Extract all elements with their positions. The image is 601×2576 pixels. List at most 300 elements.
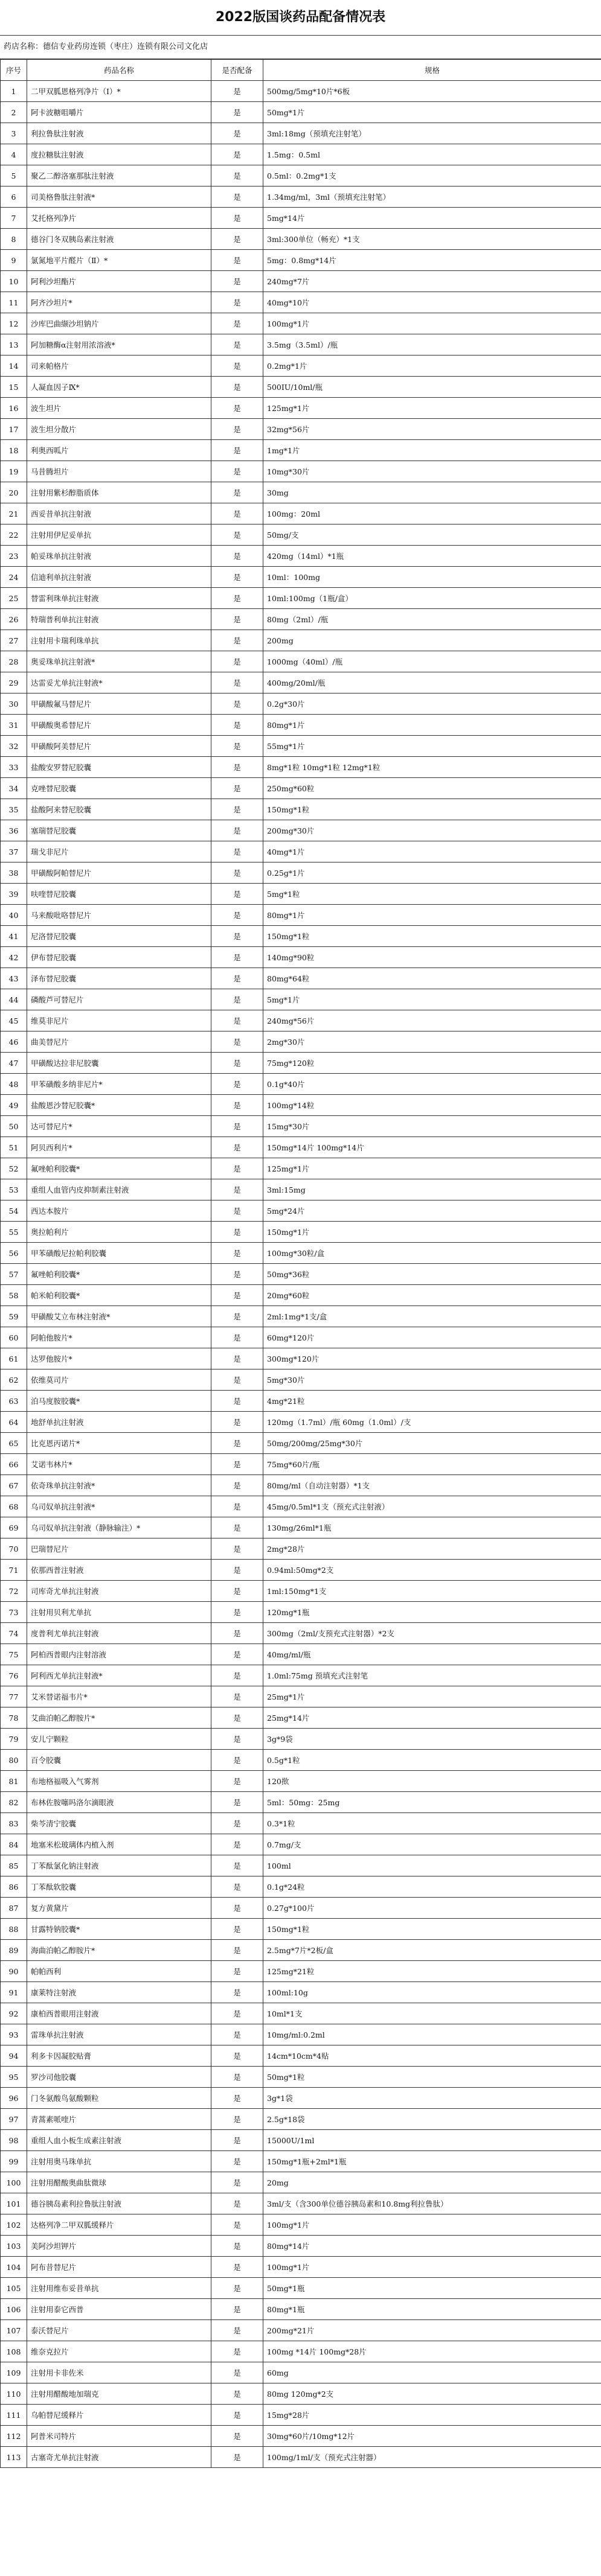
equipped-status: 是 xyxy=(211,1834,263,1855)
table-row xyxy=(1,144,601,165)
equipped-status: 是 xyxy=(211,947,263,968)
drug-spec: 8mg*1粒 10mg*1粒 12mg*1粒 xyxy=(263,757,601,778)
table-row xyxy=(1,1348,601,1369)
equipped-status: 是 xyxy=(211,1391,263,1412)
drug-spec: 30mg xyxy=(263,482,601,503)
table-row xyxy=(1,1686,601,1707)
drug-name: 柴芩清宁胶囊 xyxy=(27,1813,211,1834)
equipped-status: 是 xyxy=(211,905,263,926)
row-number: 4 xyxy=(1,144,27,165)
drug-name: 马来酸吡咯替尼片 xyxy=(27,905,211,926)
drug-name: 氟唑帕利胶囊* xyxy=(27,1158,211,1179)
drug-spec: 100mg*1片 xyxy=(263,313,601,334)
table-row xyxy=(1,1602,601,1623)
equipped-status: 是 xyxy=(211,229,263,250)
table-header-row xyxy=(1,60,601,81)
drug-spec: 5ml：50mg：25mg xyxy=(263,1792,601,1813)
drug-spec: 20mg xyxy=(263,2172,601,2193)
drug-name: 瑞戈非尼片 xyxy=(27,841,211,862)
equipped-status: 是 xyxy=(211,398,263,419)
drug-name: 甲苯磺酸多纳非尼片* xyxy=(27,1074,211,1095)
row-number: 56 xyxy=(1,1243,27,1264)
equipped-status: 是 xyxy=(211,2320,263,2341)
drug-name: 阿布昔替尼片 xyxy=(27,2257,211,2278)
table-row xyxy=(1,482,601,503)
drug-name: 甲磺酸氟马替尼片 xyxy=(27,693,211,715)
drug-spec: 50mg*1瓶 xyxy=(263,2278,601,2299)
row-number: 22 xyxy=(1,524,27,546)
table-row xyxy=(1,651,601,672)
drug-spec: 25mg*1片 xyxy=(263,1686,601,1707)
drug-spec: 200mg xyxy=(263,630,601,651)
equipped-status: 是 xyxy=(211,2405,263,2426)
drug-name: 地舒单抗注射液 xyxy=(27,1412,211,1433)
drug-spec: 1.34mg/ml，3ml（预填充注射笔） xyxy=(263,187,601,208)
equipped-status: 是 xyxy=(211,292,263,313)
equipped-status: 是 xyxy=(211,1686,263,1707)
table-row xyxy=(1,2426,601,2447)
drug-spec: 0.94ml:50mg*2支 xyxy=(263,1560,601,1581)
drug-spec: 0.7mg/支 xyxy=(263,1834,601,1855)
table-row xyxy=(1,1792,601,1813)
drug-name: 沙库巴曲缬沙坦钠片 xyxy=(27,313,211,334)
drug-name: 注射用卡瑞利珠单抗 xyxy=(27,630,211,651)
drug-spec: 15000U/1ml xyxy=(263,2130,601,2151)
equipped-status: 是 xyxy=(211,736,263,757)
drug-name: 曲美替尼片 xyxy=(27,1031,211,1053)
drug-spec: 80mg/ml（自动注射器）*1支 xyxy=(263,1475,601,1496)
drug-spec: 5mg*1片 xyxy=(263,989,601,1010)
equipped-status: 是 xyxy=(211,672,263,693)
drug-name: 丁苯酞软胶囊 xyxy=(27,1876,211,1898)
equipped-status: 是 xyxy=(211,2003,263,2024)
row-number: 97 xyxy=(1,2109,27,2130)
table-row xyxy=(1,820,601,841)
table-row xyxy=(1,1433,601,1454)
drug-name: 德谷门冬双胰岛素注射液 xyxy=(27,229,211,250)
drug-name: 度普利尤单抗注射液 xyxy=(27,1623,211,1644)
drug-name: 达可替尼片* xyxy=(27,1116,211,1137)
table-row xyxy=(1,2362,601,2383)
equipped-status: 是 xyxy=(211,1116,263,1137)
equipped-status: 是 xyxy=(211,1137,263,1158)
row-number: 53 xyxy=(1,1179,27,1200)
row-number: 9 xyxy=(1,250,27,271)
drug-name: 尼洛替尼胶囊 xyxy=(27,926,211,947)
row-number: 35 xyxy=(1,799,27,820)
drug-spec: 3ml:15mg xyxy=(263,1179,601,1200)
table-row xyxy=(1,2130,601,2151)
drug-spec: 14cm*10cm*4贴 xyxy=(263,2045,601,2067)
row-number: 27 xyxy=(1,630,27,651)
drug-spec: 50mg*36粒 xyxy=(263,1264,601,1285)
equipped-status: 是 xyxy=(211,2109,263,2130)
equipped-status: 是 xyxy=(211,1940,263,1961)
drug-name: 人凝血因子Ⅸ* xyxy=(27,377,211,398)
table-row xyxy=(1,271,601,292)
table-row xyxy=(1,2214,601,2236)
table-row xyxy=(1,1031,601,1053)
equipped-status: 是 xyxy=(211,1813,263,1834)
drug-spec: 40mg/ml/瓶 xyxy=(263,1644,601,1665)
equipped-status: 是 xyxy=(211,355,263,377)
row-number: 21 xyxy=(1,503,27,524)
row-number: 77 xyxy=(1,1686,27,1707)
drug-spec: 50mg/支 xyxy=(263,524,601,546)
equipped-status: 是 xyxy=(211,187,263,208)
table-row xyxy=(1,567,601,588)
equipped-status: 是 xyxy=(211,1919,263,1940)
table-row xyxy=(1,250,601,271)
row-number: 79 xyxy=(1,1729,27,1750)
drug-spec: 150mg*14片 100mg*14片 xyxy=(263,1137,601,1158)
row-number: 93 xyxy=(1,2024,27,2045)
drug-name: 泊马度胺胶囊* xyxy=(27,1391,211,1412)
drug-spec: 120揿 xyxy=(263,1771,601,1792)
drug-spec: 3.5mg（3.5ml）/瓶 xyxy=(263,334,601,355)
row-number: 81 xyxy=(1,1771,27,1792)
drug-name: 盐酸阿来替尼胶囊 xyxy=(27,799,211,820)
drug-spec: 120mg*1瓶 xyxy=(263,1602,601,1623)
drug-spec: 10mg/ml:0.2ml xyxy=(263,2024,601,2045)
drug-spec: 3g*9袋 xyxy=(263,1729,601,1750)
drug-spec: 100mg*1片 xyxy=(263,2214,601,2236)
row-number: 84 xyxy=(1,1834,27,1855)
table-row xyxy=(1,2151,601,2172)
equipped-status: 是 xyxy=(211,757,263,778)
row-number: 30 xyxy=(1,693,27,715)
drug-name: 注射用醋酸地加瑞克 xyxy=(27,2383,211,2405)
drug-name: 乌帕替尼缓释片 xyxy=(27,2405,211,2426)
drug-name: 安儿宁颗粒 xyxy=(27,1729,211,1750)
table-row xyxy=(1,1644,601,1665)
drug-name: 奥妥珠单抗注射液* xyxy=(27,651,211,672)
drug-name: 阿贝西利片* xyxy=(27,1137,211,1158)
equipped-status: 是 xyxy=(211,588,263,609)
row-number: 113 xyxy=(1,2447,27,2468)
equipped-status: 是 xyxy=(211,1433,263,1454)
drug-name: 盐酸安罗替尼胶囊 xyxy=(27,757,211,778)
equipped-status: 是 xyxy=(211,693,263,715)
row-number: 109 xyxy=(1,2362,27,2383)
equipped-status: 是 xyxy=(211,1876,263,1898)
table-row xyxy=(1,1813,601,1834)
drug-spec: 10ml*1支 xyxy=(263,2003,601,2024)
row-number: 15 xyxy=(1,377,27,398)
table-row xyxy=(1,81,601,102)
equipped-status: 是 xyxy=(211,1222,263,1243)
equipped-status: 是 xyxy=(211,1623,263,1644)
row-number: 7 xyxy=(1,208,27,229)
table-row xyxy=(1,165,601,187)
drug-name: 特瑞普利单抗注射液 xyxy=(27,609,211,630)
table-row xyxy=(1,2257,601,2278)
row-number: 48 xyxy=(1,1074,27,1095)
drug-name: 帕妥珠单抗注射液 xyxy=(27,546,211,567)
table-row xyxy=(1,736,601,757)
table-row xyxy=(1,2299,601,2320)
row-number: 24 xyxy=(1,567,27,588)
drug-spec: 0.27g*100片 xyxy=(263,1898,601,1919)
drug-name: 司来帕格片 xyxy=(27,355,211,377)
table-row xyxy=(1,1834,601,1855)
drug-spec: 0.2g*30片 xyxy=(263,693,601,715)
drug-name: 甲苯磺酸尼拉帕利胶囊 xyxy=(27,1243,211,1264)
drug-name: 罗沙司他胶囊 xyxy=(27,2067,211,2088)
drug-name: 二甲双胍恩格列净片（Ⅰ）* xyxy=(27,81,211,102)
row-number: 65 xyxy=(1,1433,27,1454)
equipped-status: 是 xyxy=(211,1517,263,1538)
table-row xyxy=(1,398,601,419)
row-number: 85 xyxy=(1,1855,27,1876)
drug-name: 青蒿素哌喹片 xyxy=(27,2109,211,2130)
equipped-status: 是 xyxy=(211,1412,263,1433)
row-number: 98 xyxy=(1,2130,27,2151)
drug-name: 注射用贝利尤单抗 xyxy=(27,1602,211,1623)
row-number: 69 xyxy=(1,1517,27,1538)
table-row xyxy=(1,1053,601,1074)
drug-name: 阿利西尤单抗注射液* xyxy=(27,1665,211,1686)
drug-name: 阿加糖酶α注射用浓溶液* xyxy=(27,334,211,355)
drug-spec: 0.3*1粒 xyxy=(263,1813,601,1834)
drug-name: 复方黄黛片 xyxy=(27,1898,211,1919)
table-row xyxy=(1,1200,601,1222)
equipped-status: 是 xyxy=(211,799,263,820)
equipped-status: 是 xyxy=(211,2278,263,2299)
drug-name: 康莱特注射液 xyxy=(27,1982,211,2003)
drug-spec: 5mg*1粒 xyxy=(263,884,601,905)
drug-spec: 50mg*1片 xyxy=(263,102,601,123)
drug-spec: 3ml:18mg（预填充注射笔） xyxy=(263,123,601,144)
equipped-status: 是 xyxy=(211,144,263,165)
row-number: 73 xyxy=(1,1602,27,1623)
drug-spec: 75mg*60片/瓶 xyxy=(263,1454,601,1475)
row-number: 11 xyxy=(1,292,27,313)
row-number: 34 xyxy=(1,778,27,799)
equipped-status: 是 xyxy=(211,1855,263,1876)
document-title: 2022版国谈药品配备情况表 xyxy=(0,0,601,36)
row-number: 2 xyxy=(1,102,27,123)
equipped-status: 是 xyxy=(211,1200,263,1222)
row-number: 50 xyxy=(1,1116,27,1137)
drug-spec: 3g*1袋 xyxy=(263,2088,601,2109)
table-row xyxy=(1,1179,601,1200)
equipped-status: 是 xyxy=(211,1264,263,1285)
row-number: 20 xyxy=(1,482,27,503)
drug-name: 司美格鲁肽注射液* xyxy=(27,187,211,208)
equipped-status: 是 xyxy=(211,1961,263,1982)
table-row xyxy=(1,799,601,820)
drug-name: 注射用奥马珠单抗 xyxy=(27,2151,211,2172)
equipped-status: 是 xyxy=(211,862,263,884)
row-number: 38 xyxy=(1,862,27,884)
table-row xyxy=(1,672,601,693)
drug-spec: 100mg*1片 xyxy=(263,2257,601,2278)
equipped-status: 是 xyxy=(211,1158,263,1179)
equipped-status: 是 xyxy=(211,1707,263,1729)
equipped-status: 是 xyxy=(211,2362,263,2383)
drug-name: 达格列净二甲双胍缓释片 xyxy=(27,2214,211,2236)
drug-spec: 0.1g*24粒 xyxy=(263,1876,601,1898)
equipped-status: 是 xyxy=(211,546,263,567)
drug-spec: 0.2mg*1片 xyxy=(263,355,601,377)
row-number: 96 xyxy=(1,2088,27,2109)
row-number: 25 xyxy=(1,588,27,609)
equipped-status: 是 xyxy=(211,1475,263,1496)
equipped-status: 是 xyxy=(211,968,263,989)
table-row xyxy=(1,1412,601,1433)
equipped-status: 是 xyxy=(211,2193,263,2214)
drug-spec: 150mg*1片 xyxy=(263,1222,601,1243)
drug-name: 海曲泊帕乙醇胺片* xyxy=(27,1940,211,1961)
drug-name: 阿普米司特片 xyxy=(27,2426,211,2447)
equipped-status: 是 xyxy=(211,461,263,482)
equipped-status: 是 xyxy=(211,2024,263,2045)
row-number: 58 xyxy=(1,1285,27,1306)
row-number: 110 xyxy=(1,2383,27,2405)
equipped-status: 是 xyxy=(211,820,263,841)
drug-spec: 80mg（2ml）/瓶 xyxy=(263,609,601,630)
drug-spec: 120mg（1.7ml）/瓶 60mg（1.0ml）/支 xyxy=(263,1412,601,1433)
row-number: 42 xyxy=(1,947,27,968)
row-number: 47 xyxy=(1,1053,27,1074)
drug-name: 艾托格列净片 xyxy=(27,208,211,229)
row-number: 17 xyxy=(1,419,27,440)
table-row xyxy=(1,862,601,884)
equipped-status: 是 xyxy=(211,1074,263,1095)
row-number: 89 xyxy=(1,1940,27,1961)
drug-name: 维奈克拉片 xyxy=(27,2341,211,2362)
equipped-status: 是 xyxy=(211,1348,263,1369)
equipped-status: 是 xyxy=(211,2214,263,2236)
table-row xyxy=(1,905,601,926)
drug-name: 雷珠单抗注射液 xyxy=(27,2024,211,2045)
table-row xyxy=(1,2193,601,2214)
store-name: 药店名称：德信专业药房连锁（枣庄）连锁有限公司文化店 xyxy=(0,36,601,59)
equipped-status: 是 xyxy=(211,1792,263,1813)
equipped-status: 是 xyxy=(211,208,263,229)
drug-spec: 45mg/0.5ml*1支（预充式注射液） xyxy=(263,1496,601,1517)
drug-name: 达雷妥尤单抗注射液* xyxy=(27,672,211,693)
drug-name: 马昔腾坦片 xyxy=(27,461,211,482)
drug-spec: 0.25g*1片 xyxy=(263,862,601,884)
row-number: 92 xyxy=(1,2003,27,2024)
row-number: 105 xyxy=(1,2278,27,2299)
row-number: 18 xyxy=(1,440,27,461)
table-row xyxy=(1,1306,601,1327)
table-row xyxy=(1,546,601,567)
table-row xyxy=(1,1475,601,1496)
row-number: 33 xyxy=(1,757,27,778)
drug-name: 甲磺酸奥希替尼片 xyxy=(27,715,211,736)
row-number: 59 xyxy=(1,1306,27,1327)
drug-name: 比克恩丙诺片* xyxy=(27,1433,211,1454)
row-number: 16 xyxy=(1,398,27,419)
drug-spec: 150mg*1粒 xyxy=(263,1919,601,1940)
equipped-status: 是 xyxy=(211,1010,263,1031)
table-row xyxy=(1,1961,601,1982)
equipped-status: 是 xyxy=(211,1898,263,1919)
drug-spec: 240mg*56片 xyxy=(263,1010,601,1031)
drug-name: 塞瑞替尼胶囊 xyxy=(27,820,211,841)
equipped-status: 是 xyxy=(211,884,263,905)
equipped-status: 是 xyxy=(211,271,263,292)
drug-spec: 2mg*28片 xyxy=(263,1538,601,1560)
table-row xyxy=(1,1496,601,1517)
drug-name: 泽布替尼胶囊 xyxy=(27,968,211,989)
header-spec: 规格 xyxy=(263,60,601,81)
table-row xyxy=(1,968,601,989)
drug-name: 帕米帕利胶囊* xyxy=(27,1285,211,1306)
row-number: 103 xyxy=(1,2236,27,2257)
table-row xyxy=(1,1369,601,1391)
drug-name: 呋喹替尼胶囊 xyxy=(27,884,211,905)
equipped-status: 是 xyxy=(211,841,263,862)
equipped-status: 是 xyxy=(211,419,263,440)
drug-spec: 50mg*1粒 xyxy=(263,2067,601,2088)
equipped-status: 是 xyxy=(211,482,263,503)
table-row xyxy=(1,1750,601,1771)
equipped-status: 是 xyxy=(211,503,263,524)
table-row xyxy=(1,2383,601,2405)
table-row xyxy=(1,313,601,334)
drug-spec: 80mg*1片 xyxy=(263,905,601,926)
row-number: 13 xyxy=(1,334,27,355)
drug-name: 甲磺酸达拉非尼胶囊 xyxy=(27,1053,211,1074)
table-row xyxy=(1,292,601,313)
drug-spec: 300mg（2ml/支预充式注射器）*2支 xyxy=(263,1623,601,1644)
table-row xyxy=(1,757,601,778)
drug-spec: 55mg*1片 xyxy=(263,736,601,757)
drug-spec: 200mg*30片 xyxy=(263,820,601,841)
drug-table xyxy=(0,59,601,2468)
drug-name: 注射用紫杉醇脂质体 xyxy=(27,482,211,503)
row-number: 12 xyxy=(1,313,27,334)
row-number: 63 xyxy=(1,1391,27,1412)
table-row xyxy=(1,1391,601,1412)
equipped-status: 是 xyxy=(211,524,263,546)
row-number: 37 xyxy=(1,841,27,862)
row-number: 78 xyxy=(1,1707,27,1729)
equipped-status: 是 xyxy=(211,609,263,630)
drug-spec: 32mg*56片 xyxy=(263,419,601,440)
drug-spec: 80mg*14片 xyxy=(263,2236,601,2257)
table-row xyxy=(1,1264,601,1285)
equipped-status: 是 xyxy=(211,1602,263,1623)
equipped-status: 是 xyxy=(211,926,263,947)
drug-spec: 10ml:100mg（1瓶/盒） xyxy=(263,588,601,609)
table-row xyxy=(1,1454,601,1475)
equipped-status: 是 xyxy=(211,1031,263,1053)
equipped-status: 是 xyxy=(211,1285,263,1306)
table-row xyxy=(1,1116,601,1137)
row-number: 45 xyxy=(1,1010,27,1031)
row-number: 3 xyxy=(1,123,27,144)
drug-name: 克唑替尼胶囊 xyxy=(27,778,211,799)
equipped-status: 是 xyxy=(211,778,263,799)
table-body xyxy=(1,81,601,2468)
drug-name: 伊布替尼胶囊 xyxy=(27,947,211,968)
drug-name: 泰沃替尼片 xyxy=(27,2320,211,2341)
row-number: 80 xyxy=(1,1750,27,1771)
table-row xyxy=(1,2320,601,2341)
table-row xyxy=(1,1517,601,1538)
table-row xyxy=(1,1898,601,1919)
drug-spec: 80mg 120mg*2支 xyxy=(263,2383,601,2405)
table-row xyxy=(1,123,601,144)
drug-name: 重组人血管内皮抑制素注射液 xyxy=(27,1179,211,1200)
row-number: 8 xyxy=(1,229,27,250)
